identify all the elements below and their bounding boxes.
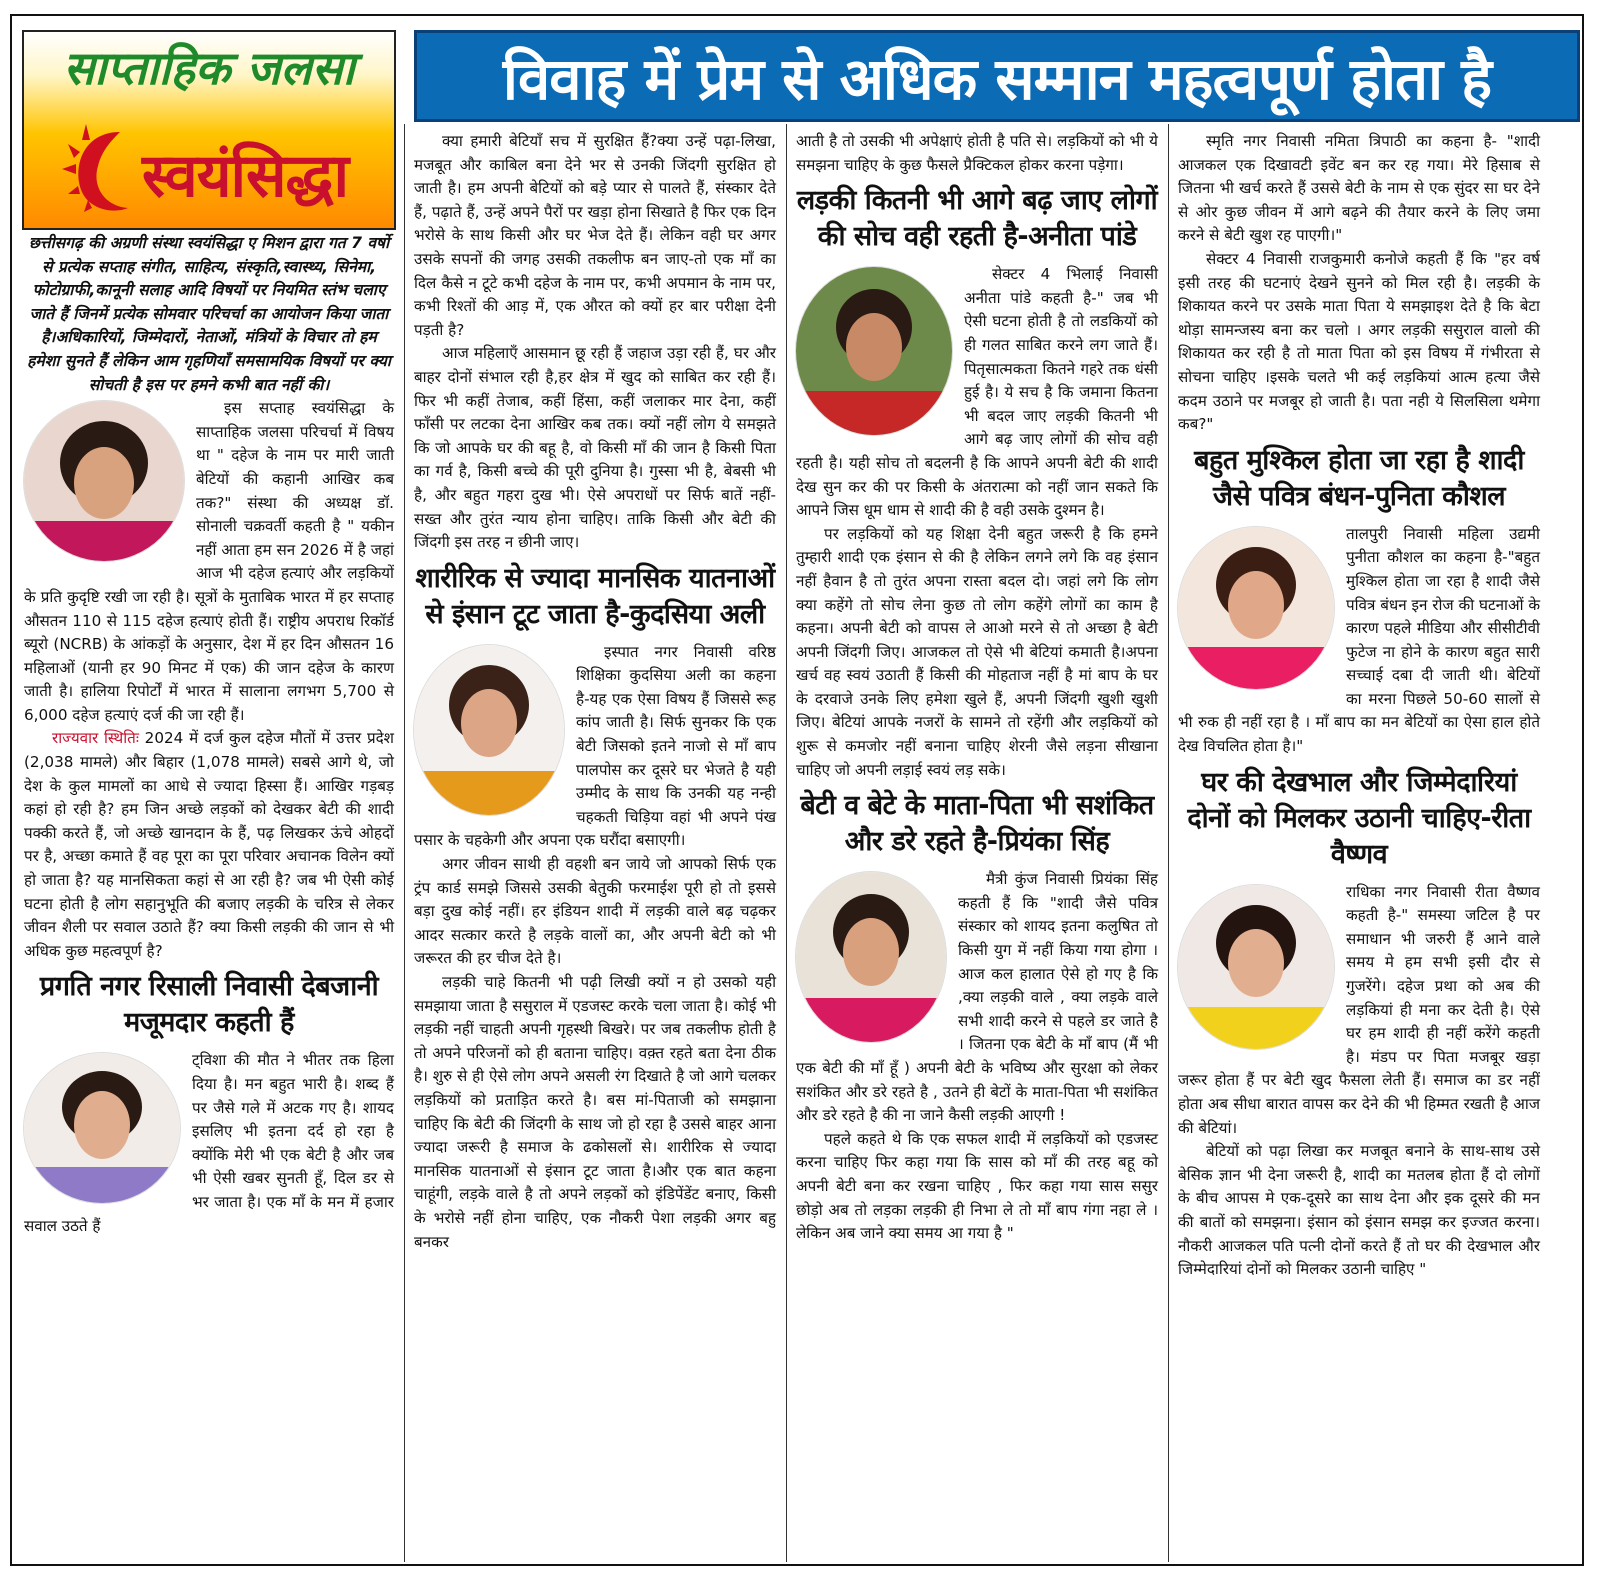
paragraph: क्या हमारी बेटियाँ सच में सुरक्षित हैं?क्या उन्हें पढ़ा-लिखा, मजबूत और काबिल बना देने भर से उनकी जिंदगी सुरक्षित हो जाती है। हम अपनी बेटियों को बड़े प्यार से पालते हैं, संस्कार देते हैं, पढ़ाते हैं, उन्हें अपने पैरों पर खड़ा होना सिखाते है फिर एक दिन भरोसे के साथ किसी और घर भेज देते हैं। लेकिन वही घर अगर उसके सपनों की जगह उसकी तकलीफ बन जाए-तो एक माँ का दिल कैसे न टूटे कभी दहेज के नाम पर, कभी अपमान के नाम पर, कभी रिश्तों की आड़ में, एक औरत को क्यों हर बार परीक्षा देनी पड़ती है? [414,132,776,339]
logo-tagline: साप्ताहिक जलसा [63,41,355,95]
paragraph: सेक्टर 4 भिलाई निवासी अनीता पांडे कहती है-" जब भी ऐसी घटना होती है तो लडकियों को ही गलत साबित करने लग जाते हैं। पितृसात्मकता कितने गहरे तक धंसी हुई है। ये सच है कि जमाना कितना भी बदल जाए लड़की कितनी भी आगे बढ़ जाए लोगों की सोच वही रहती है। यही सोच तो बदलनी है कि आपने अपनी बेटी की शादी देख सुन कर की पर किसी के अंतरात्मा को नहीं जान सकते कि आपने जिस धूम धाम से शादी की है वही उसके दुश्मन है। [796,265,1158,520]
portrait-punita-photo [1178,527,1334,689]
section-heading: प्रगति नगर रिसाली निवासी देबजानी मजूमदार कहती हैं [39,971,379,1039]
paragraph: पहले कहते थे कि एक सफल शादी में लड़कियों को एडजस्ट करना चाहिए फिर कहा गया कि सास को माँ की तरह बहू को अपनी बेटी बना कर रखना चाहिए , फिर कहा गया सास ससुर छोड़ो अब तो लड़का लड़की ही निभा ले तो माँ बाप गंगा नहा ले । लेकिन अब जाने क्या समय आ गया है " [796,1129,1158,1243]
section-heading: बहुत मुश्किल होता जा रहा है शादी जैसे पवित्र बंधन-पुनिता कौशल [1194,444,1524,512]
column-1 [24,232,394,1238]
paragraph: बेटियों को पढ़ा लिखा कर मजबूत बनाने के साथ-साथ उसे बेसिक ज्ञान भी देना जरूरी है, शादी का मतलब होता हैं दो लोगों के बीच आपस मे एक-दूसरे का साथ देना और इक दूसरे की मन की बातों को समझना। इंसान को इंसान समझ कर इज्जत करना। नौकरी आजकल पति पत्नी दोनों करते हैं तो घर की देखभाल और जिम्मेदारियां दोनों को मिलकर उठानी चाहिए " [1178,1142,1540,1279]
column-divider [1168,124,1169,1562]
paragraph: राधिका नगर निवासी रीता वैष्णव कहती है-" समस्या जटिल है पर समाधान भी जरुरी हैं आने वाले समय मे हम सभी इसी दौर से गुजरेंगे। दहेज प्रथा को अब की लड़कियां ही मना कर देती है। ऐसे घर हम शादी ही नहीं करेंगे कहती है। मंडप पर पिता मजबूर खड़ा जरूर होता हैं पर बेटी खुद फैसला लेती हैं। समाज का डर नहीं होता अब सीधा बारात वापस कर देने की भी हिम्मत रखती है आज की बेटियां। [1178,882,1540,1137]
paragraph: अगर जीवन साथी ही वहशी बन जाये जो आपको सिर्फ एक ट्रंप कार्ड समझे जिससे उसकी बेतुकी फरमाईश पूरी हो तो इससे बड़ा दुख कोई नहीं। हर इंडियन शादी में लड़की वाले बढ़ चढ़कर आदर सत्कार करते है लड़के वालों का, और अपनी बेटी को भी जरूरत की हर चीज देते है। [414,855,776,968]
paragraph: सेक्टर 4 निवासी राजकुमारी कनोजे कहती हैं कि "हर वर्ष इसी तरह की घटनाएं देखने सुनने को मिल रही है। लड़की के शिकायत करने पर उसके माता पिता ये समझाइश देते है कि बेटा थोड़ा सामन्जस्य बना कर चलो । अगर लड़की ससुराल वालो की शिकायत कर रही है तो माता पिता को इस विषय में गंभीरता से सोचना चाहिए ।इसके चलते भी कई लड़कियां आत्म हत्या जैसे कदम उठाने पर मजबूर हो जाती है। पता नही ये सिलसिला थमेगा कब?" [1178,249,1540,434]
column-2 [414,130,776,1254]
paragraph: इस्पात नगर निवासी वरिष्ठ शिक्षिका कुदसिया अली का कहना है-यह एक ऐसा विषय हैं जिससे रूह कांप जाती है। सिर्फ सुनकर कि एक बेटी जिसको इतने नाजो से माँ बाप पालपोस कर दूसरे घर भेजते है यही उम्मीद के साथ कि उनकी यह नन्ही चहकती चिड़िया वहां भी अपने पंख पसार के चहकेगी और अपना एक घरौंदा बसाएगी। [414,642,776,850]
portrait-kudsiya-photo [414,645,564,815]
masthead-logo [22,30,396,230]
column-4 [1178,130,1540,1282]
column-divider [404,124,405,1562]
logo-name: स्वयंसिद्धा [142,141,349,211]
portrait-rita-photo [1178,885,1334,1049]
column-3 [796,130,1158,1246]
paragraph: इस सप्ताह स्वयंसिद्धा के साप्ताहिक जलसा परिचर्चा में विषय था " दहेज के नाम पर मारी जाती बेटियों की कहानी आखिर कब तक?" संस्था की अध्यक्ष डॉ. सोनाली चक्रवर्ती कहती है " यकीन नहीं आता हम सन 2026 में है जहां आज भी दहेज हत्याएं और लड़कियों के प्रति कुदृष्टि रखी जा रही है। सूत्रों के मुताबिक भारत में हर सप्ताह औसतन 110 से 115 दहेज हत्याएं होती हैं। राष्ट्रीय अपराध रिकॉर्ड ब्यूरो (NCRB) के आंकड़ों के अनुसार, देश में हर दिन औसतन 16 महिलाओं (यानी हर 90 मिनट में एक) की जान दहेज के कारण जाती है। हालिया रिपोर्टों में भारत में सालाना लगभग 5,700 से 6,000 दहेज हत्याएं दर्ज की जा रही हैं। [24,399,394,724]
paragraph: ट्विशा की मौत ने भीतर तक हिला दिया है। मन बहुत भारी है। शब्द हैं पर जैसे गले में अटक गए है। शायद इसलिए भी इतना दर्द हो रहा है क्योंकि मेरी भी एक बेटी है और जब भी ऐसी खबर सुनती हूँ, दिल डर से भर जाता है। एक माँ के मन में हजार सवाल उठते हैं [24,1051,394,1235]
state-status-label: राज्यवार स्थितिः [52,729,139,748]
paragraph: मैत्री कुंज निवासी प्रियंका सिंह कहती हैं कि "शादी जैसे पवित्र संस्कार को शायद इतना कलुषित तो किसी युग में नहीं किया गया होगा । आज कल हालात ऐसे हो गए है कि ,क्या लड़की वाले , क्या लड़के वाले सभी शादी करने से पहले डर जाते है । जितना एक बेटी के माँ बाप (मैं भी एक बेटी की माँ हूँ ) अपनी बेटी के भविष्य और सुरक्षा को लेकर सशंकित और डरे रहते है , उतने ही बेटों के माता-पिता भी सशंकित और डरे रहते है की ना जाने कैसी लड़की आएगी ! [796,870,1158,1125]
paragraph: तालपुरी निवासी महिला उद्यमी पुनीता कौशल का कहना है-"बहुत मुश्किल होता जा रहा है शादी जैसे पवित्र बंधन इन रोज की घटनाओं के कारण पहले मीडिया और सीसीटीवी फुटेज ना होने के कारण बहुत सारी सच्चाई दबा दी जाती थी। बेटियों का मरना पिछले 50-60 सालों से भी रुक ही नहीं रहा है । माँ बाप का मन बेटियों का ऐसा हाल होते देख विचलित होता है।" [1178,524,1540,756]
column-divider [786,124,787,1562]
portrait-anita-photo [796,267,952,435]
portrait-priyanka-photo [796,872,946,1042]
paragraph: आती है तो उसकी भी अपेक्षाएं होती है पति से। लड़कियों को भी ये समझना चाहिए के कुछ फैसले प्रैक्टिकल होकर करना पड़ेगा। [796,132,1158,174]
portrait-sonali-photo [24,401,184,561]
paragraph: 2024 में दर्ज कुल दहेज मौतों में उत्तर प्रदेश (2,038 मामले) और बिहार (1,078 मामले) सबसे आगे थे, जो देश के कुल मामलों का आधे से ज्यादा हिस्सा हैं। आखिर गड़बड़ कहां हो रही है? हम जिन अच्छे लड़कों को देखकर बेटी की शादी पक्की करते हैं, जो अच्छे खानदान के हैं, पढ़ लिखकर ऊंचे ओहदों पर है, अच्छा कमाते हैं वह पूरा का पूरा परिवार अचानक विलेन क्यों हो जाता है? यह मानसिकता कहां से आ रही है? जब भी ऐसी कोई घटना होती है लोग सहानुभूति की बजाए लड़की के चरित्र से लेकर जीवन शैली पर सवाल उठाते हैं? क्या किसी लड़की की जान से भी अधिक कुछ महत्वपूर्ण है? [24,729,394,960]
section-heading: घर की देखभाल और जिम्मेदारियां दोनों को मिलकर उठानी चाहिए-रीता वैष्णव [1187,766,1531,870]
section-heading: बेटी व बेटे के माता-पिता भी सशंकित और डरे रहते है-प्रियंका सिंह [800,790,1154,858]
headline-banner: विवाह में प्रेम से अधिक सम्मान महत्वपूर्ण होता है [414,30,1580,122]
intro-text: छत्तीसगढ़ की अग्रणी संस्था स्वयंसिद्धा ए मिशन द्वारा गत 7 वर्षो से प्रत्येक सप्ताह संगीत, साहित्य, संस्कृति,स्वास्थ्य, सिनेमा, फोटोग्राफी,कानूनी सलाह आदि विषयों पर नियमित स्तंभ चलाए जाते हैं जिनमें प्रत्येक सोमवार परिचर्चा का आयोजन किया जाता है।अधिकारियों, जिम्मेदारों, नेताओं, मंत्रियों के विचार तो हम हमेशा सुनते हैं लेकिन आम गृहणियाँ समसामयिक विषयों पर क्या सोचती है इस पर हमने कभी बात नहीं की। [27,234,391,394]
paragraph: स्मृति नगर निवासी नमिता त्रिपाठी का कहना है- "शादी आजकल एक दिखावटी इवेंट बन कर रह गया। मेरे हिसाब से जितना भी खर्च करते हैं उससे बेटी के नाम से एक सुंदर सा घर देने से ओर कुछ जीवन में आगे बढ़ने की तैयार करने के लिए जमा करने से बेटी खुश रह पाएगी।" [1178,132,1540,245]
paragraph: पर लड़कियों को यह शिक्षा देनी बहुत जरूरी है कि हमने तुम्हारी शादी एक इंसान से की है लेकिन लगने लगे कि वह इंसान नहीं हैवान है तो तुरंत अपना रास्ता बदल दो। जहां लगे कि लोग क्या कहेंगे तो सोच लेना कुछ तो लोग कहेंगे लोगों का काम है कहना। अपनी बेटी को वापस ले आओ मरने से तो अच्छा है बेटी अपनी जिंदगी जिए। आजकल तो ऐसे भी बेटियां कमाती है।अपना खर्च वह स्वयं उठाती हैं किसी की मोहताज नहीं है मां बाप के घर के दरवाजे उनके लिए हमेशा खुले हैं, अपनी जिंदगी खुशी खुशी जिए। बेटियां आपके नजरों के सामने तो रहेंगी और लड़कियों को शुरू से कमजोर नहीं बनाना चाहिए शेरनी जैसे लड़ना सीखाना चाहिए जो अपनी लड़ाई स्वयं लड़ सके। [796,524,1158,779]
section-heading: शारीरिक से ज्यादा मानसिक यातनाओं से इंसान टूट जाता है-कुदसिया अली [415,562,775,630]
paragraph: आज महिलाएँ आसमान छू रही हैं जहाज उड़ा रही हैं, घर और बाहर दोनों संभाल रही है,हर क्षेत्र में खुद को साबित कर रही हैं। फिर भी कहीं तेजाब, कहीं हिंसा, कहीं जलाकर मार देना, कहीं फाँसी पर लटका देना आखिर कब तक। क्यों नहीं लोग ये समझते कि जो आपके घर की बहू है, वो किसी माँ की जान है किसी पिता का गर्व है, किसी बच्चे की पूरी दुनिया है। गुस्सा भी है, बेबसी भी है, और बहुत गहरा दुख भी। ऐसे अपराधों पर सिर्फ बातें नहीं- सख्त और तुरंत न्याय होना चाहिए। ताकि किसी और बेटी की जिंदगी इस तरह न छीनी जाए। [414,344,776,552]
portrait-debjani-photo [24,1053,180,1203]
section-heading: लड़की कितनी भी आगे बढ़ जाए लोगों की सोच वही रहती है-अनीता पांडे [796,185,1158,253]
paragraph: लड़की चाहे कितनी भी पढ़ी लिखी क्यों न हो उसको यही समझाया जाता है ससुराल में एडजस्ट करके चला जाता है। कोई भी लड़की नहीं चाहती अपनी गृहस्थी बिखरे। पर जब तकलीफ होती है तो अपने परिजनों को ही बताना चाहिए। वक़्त रहते बता देना ठीक है। शुरु से ही ऐसे लोग अपने असली रंग दिखाते है जो आगे चलकर लड़कियों को प्रताड़ित करते है। बस मां-पिताजी को समझाना चाहिए कि बेटी की जिंदगी के साथ जो हो रहा है उससे बाहर आना ज्यादा जरूरी है समाज के ढकोसलों से। शारीरिक से ज्यादा मानसिक यातनाओं से इंसान टूट जाता है।और एक बात कहना चाहूंगी, लड़के वाले है तो अपने लड़कों को इंडिपेंडेंट बनाए, किसी के भरोसे नहीं होना चाहिए, एक नौकरी पेशा लड़की अगर बहु बनकर [414,973,776,1251]
